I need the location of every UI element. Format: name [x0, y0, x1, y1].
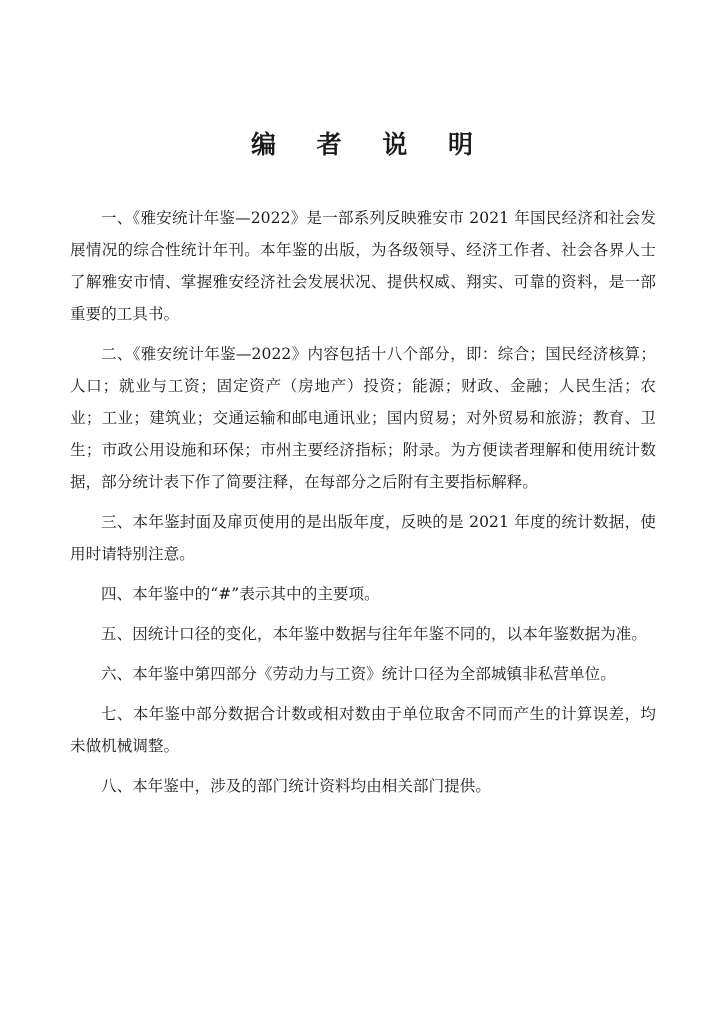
- document-body: [70, 202, 656, 810]
- paragraph-4: 四、本年鉴中的“#”表示其中的主要项。: [101, 585, 380, 603]
- page-title: 编 者 说 明: [250, 130, 490, 159]
- paragraph-3: 三、本年鉴封面及扉页使用的是出版年度，反映的是 2021 年度的统计数据，使用时请特别注意。: [70, 513, 656, 563]
- paragraph-1: 一、《雅安统计年鉴—2022》是一部系列反映雅安市 2021 年国民经济和社会发展情况的综合性统计年刊。本年鉴的出版，为各级领导、经济工作者、社会各界人士了解雅安市情、掌握雅安经济社会发展状况、提供权威、翔实、可靠的资料，是一部重要的工具书。: [70, 209, 656, 323]
- paragraph-8: 八、本年鉴中，涉及的部门统计资料均由相关部门提供。: [101, 777, 492, 795]
- paragraph-2: 二、《雅安统计年鉴—2022》内容包括十八个部分，即：综合；国民经济核算；人口；就业与工资；固定资产（房地产）投资；能源；财政、金融；人民生活；农业；工业；建筑业；交通运输和邮电通讯业；国内贸易；对外贸易和旅游；教育、卫生；市政公用设施和环保；市州主要经济指标；附录。为方便读者理解和使用统计数据，部分统计表下作了简要注释，在每部分之后附有主要指标解释。: [70, 345, 656, 491]
- paragraph-7: 七、本年鉴中部分数据合计数或相对数由于单位取舍不同而产生的计算误差，均未做机械调整。: [70, 705, 656, 755]
- paragraph-6: 六、本年鉴中第四部分《劳动力与工资》统计口径为全部城镇非私营单位。: [101, 665, 616, 683]
- paragraph-5: 五、因统计口径的变化，本年鉴中数据与往年年鉴不同的，以本年鉴数据为准。: [101, 625, 648, 643]
